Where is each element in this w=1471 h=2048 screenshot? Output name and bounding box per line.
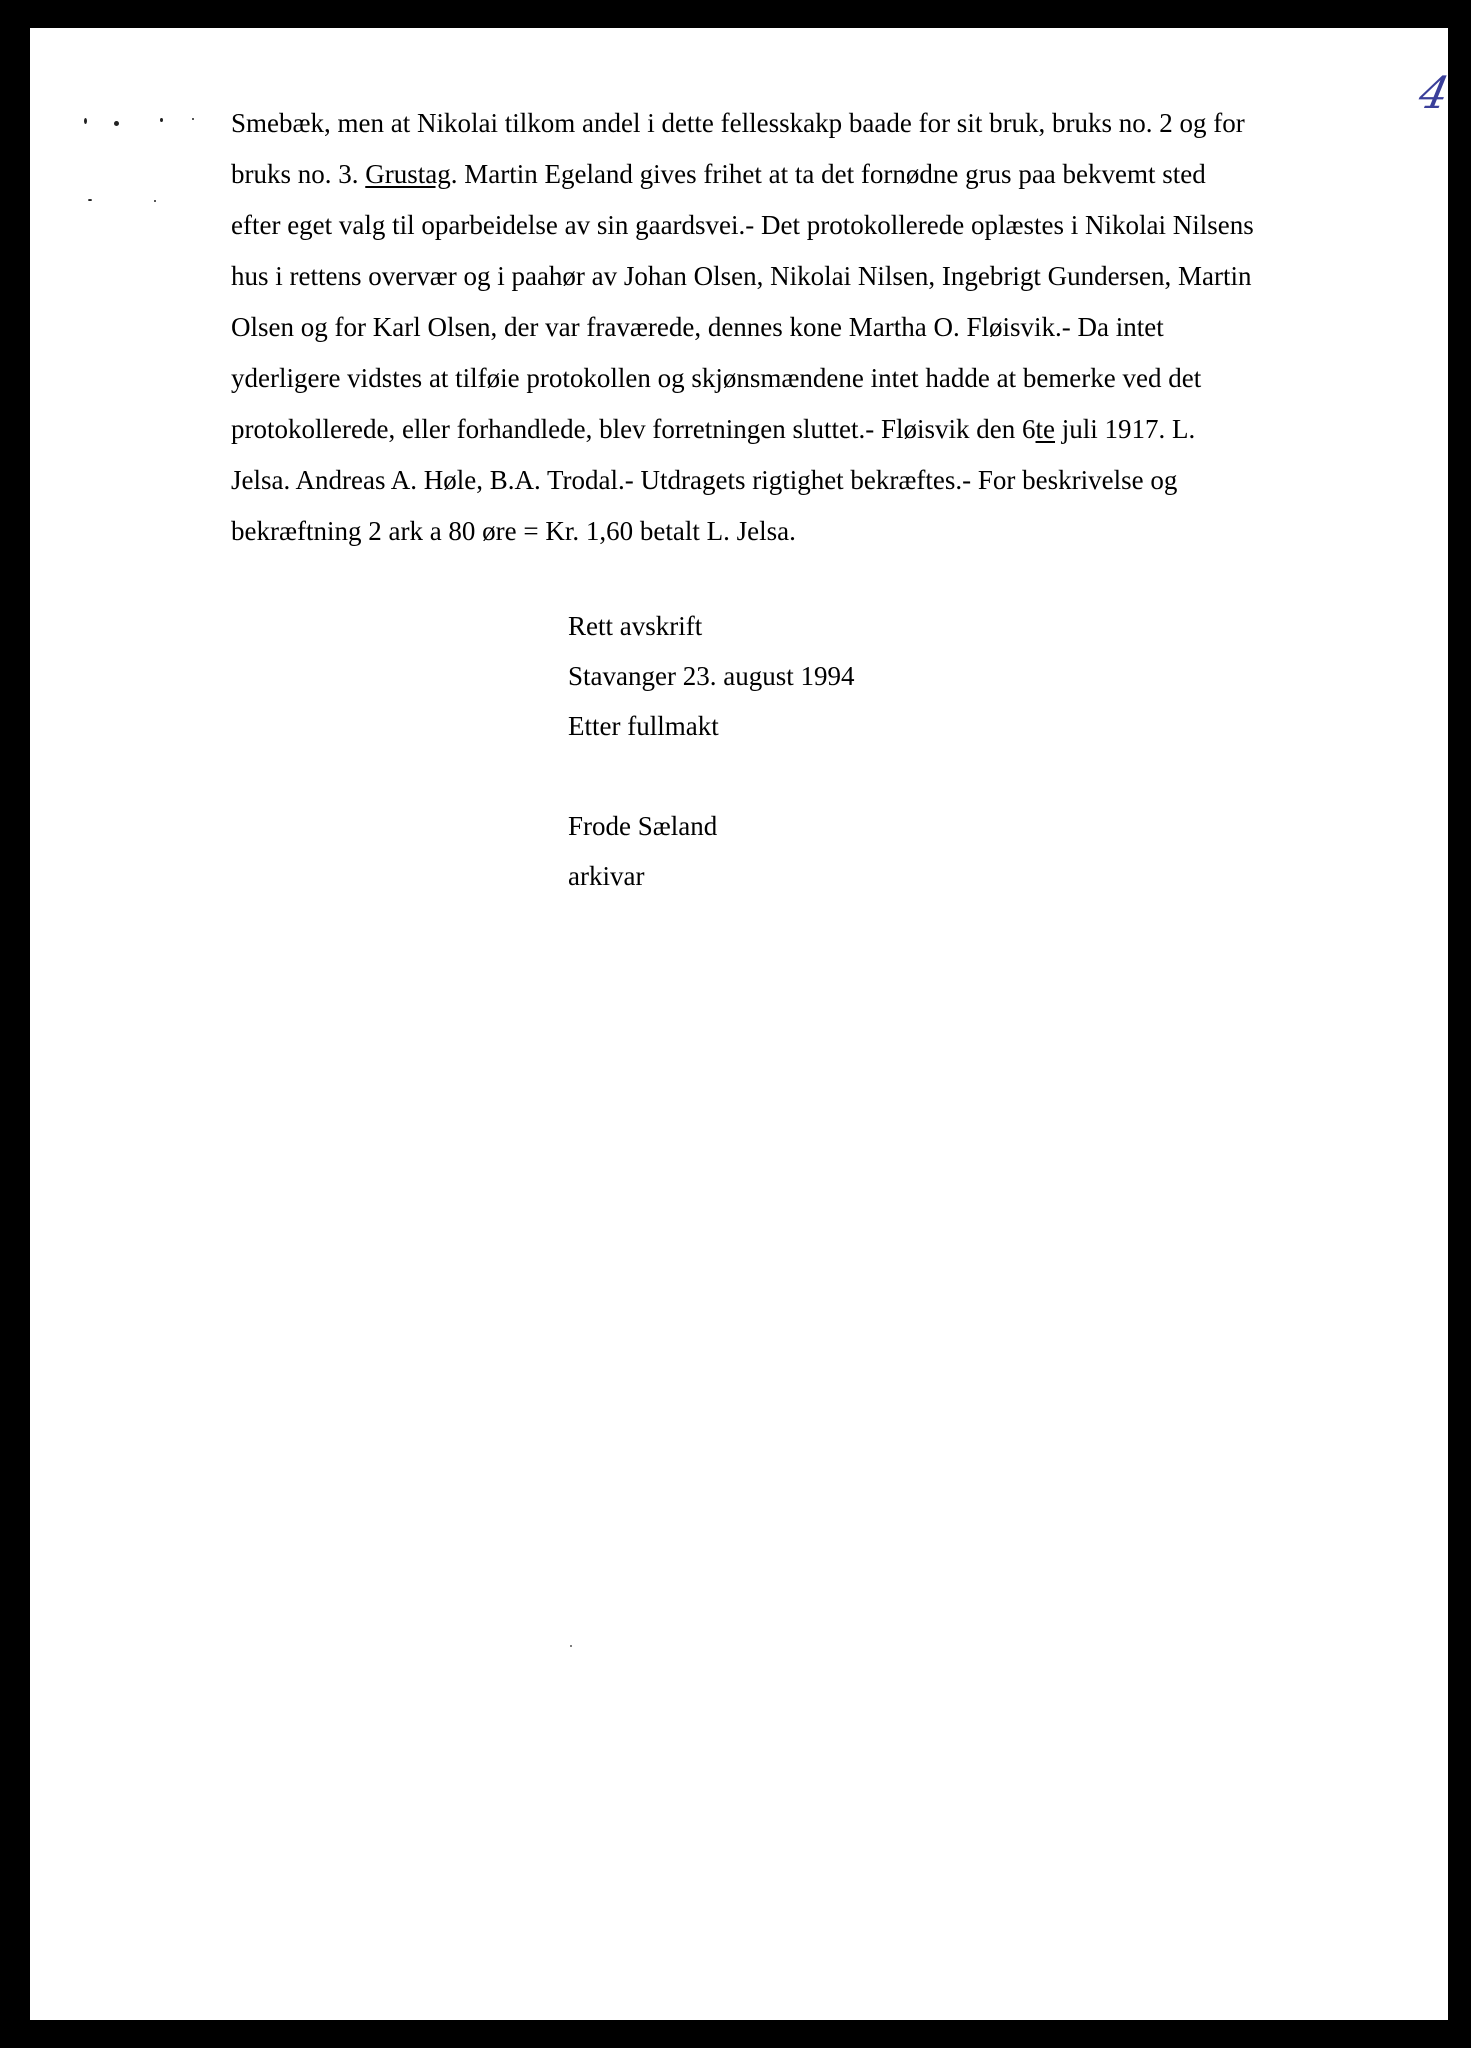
margin-marks (80, 108, 210, 228)
page-number: 4 (1414, 68, 1454, 119)
body-line: efter eget valg til oparbeidelse av sin gaardsvei.- Det protokollerede oplæstes i Nikolai Nilsens (231, 210, 1254, 240)
scan-speck (570, 1645, 572, 1647)
body-line: bekræftning 2 ark a 80 øre = Kr. 1,60 betalt L. Jelsa. (231, 516, 796, 546)
body-line: hus i rettens overvær og i paahør av Johan Olsen, Nikolai Nilsen, Ingebrigt Gundersen, Martin (231, 261, 1252, 291)
body-text (231, 98, 1351, 557)
signer-title: arkivar (568, 861, 645, 891)
signature-block (568, 601, 854, 901)
place-date-line: Stavanger 23. august 1994 (568, 661, 855, 691)
certification-line: Rett avskrift (568, 611, 703, 641)
authority-line: Etter fullmakt (568, 711, 719, 741)
signer-name: Frode Sæland (568, 811, 718, 841)
body-line: Olsen og for Karl Olsen, der var fraværede, dennes kone Martha O. Fløisvik.- Da intet (231, 312, 1164, 342)
underlined-suffix: te (1035, 414, 1056, 444)
body-line: yderligere vidstes at tilføie protokollen og skjønsmændene intet hadde at bemerke ved det (231, 363, 1202, 393)
body-line: protokollerede, eller forhandlede, blev forretningen sluttet.- Fløisvik den 6te juli 1917. L. (231, 414, 1196, 444)
body-line: bruks no. 3. Grustag. Martin Egeland gives frihet at ta det fornødne grus paa bekvemt sted (231, 159, 1206, 189)
body-line: Jelsa. Andreas A. Høle, B.A. Trodal.- Utdragets rigtighet bekræftes.- For beskrivelse og (231, 465, 1178, 495)
underlined-heading: Grustag (365, 159, 451, 189)
body-line: Smebæk, men at Nikolai tilkom andel i dette fellesskakp baade for sit bruk, bruks no. 2 og for (231, 108, 1245, 138)
document-page (30, 28, 1454, 2020)
